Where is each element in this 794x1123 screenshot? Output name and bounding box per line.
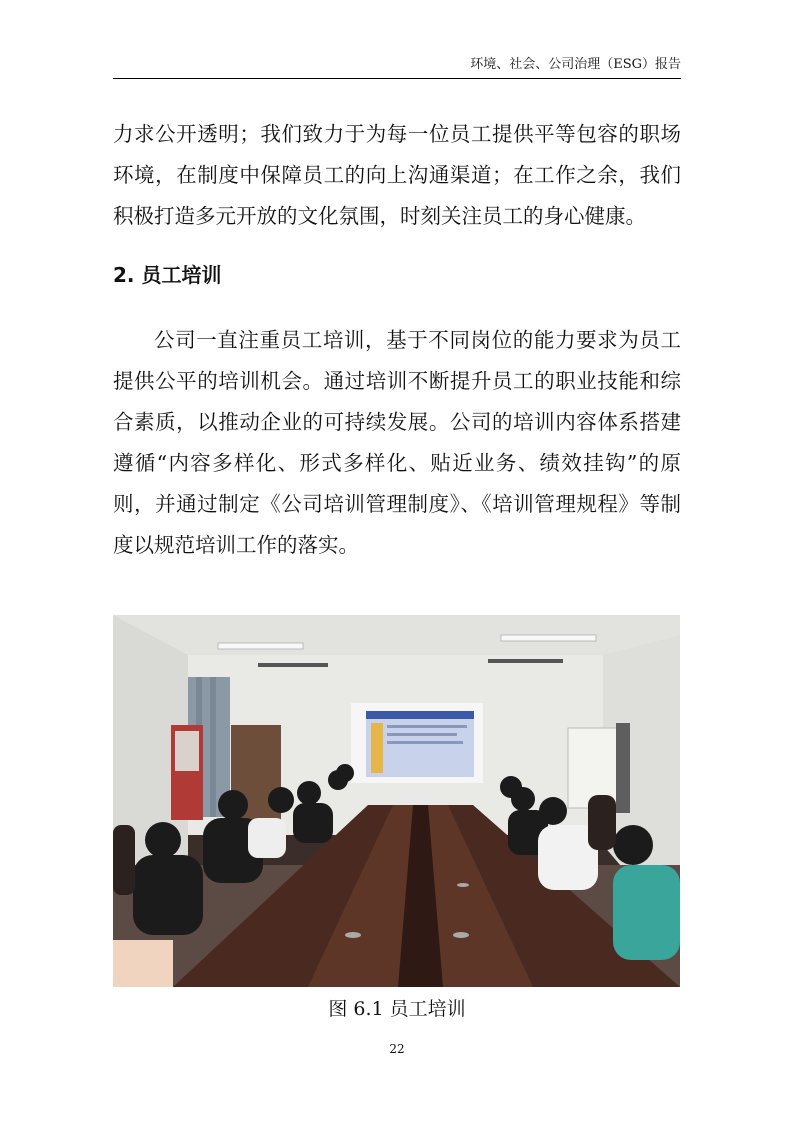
running-header (113, 56, 681, 79)
training-photo (113, 615, 680, 987)
page-number: 22 (389, 1042, 405, 1056)
photo-illustration (113, 615, 680, 987)
intro-paragraph: 力求公开透明；我们致力于为每一位员工提供平等包容的职场环境，在制度中保障员工的向上沟通渠道；在工作之余，我们积极打造多元开放的文化氛围，时刻关注员工的身心健康。 (113, 122, 681, 228)
section-paragraph: 公司一直注重员工培训，基于不同岗位的能力要求为员工提供公平的培训机会。通过培训不断提升员工的职业技能和综合素质，以推动企业的可持续发展。公司的培训内容体系搭建遵循“内容多样化、形式多样化、贴近业务、绩效挂钩”的原则，并通过制定《公司培训管理制度》、《培训管理规程》等制度以规范培训工作的落实。 (113, 328, 681, 557)
section-heading: 2. 员工培训 (113, 263, 222, 287)
figure-caption: 图 6.1 员工培训 (328, 998, 466, 1020)
header-title: 环境、社会、公司治理（ESG）报告 (470, 57, 681, 72)
